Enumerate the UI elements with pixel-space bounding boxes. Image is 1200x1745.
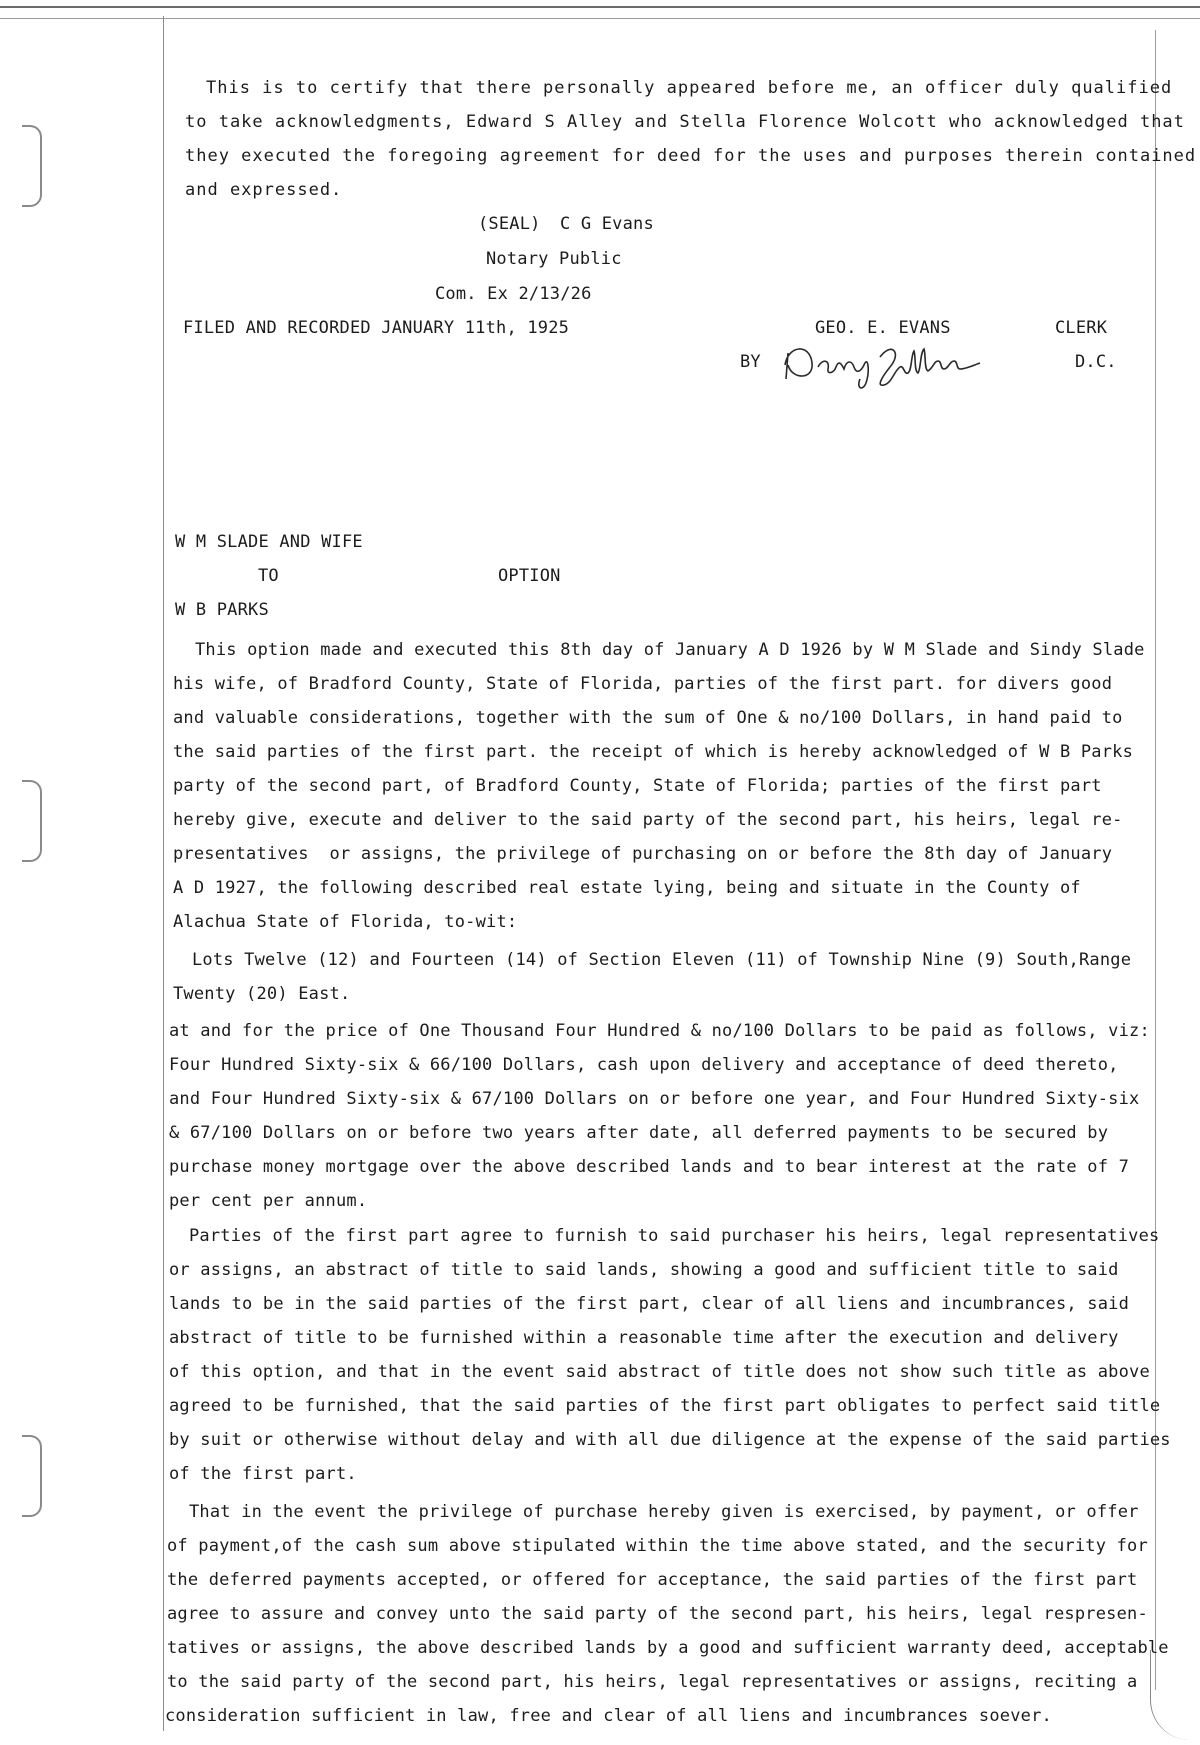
body-line-5: party of the second part, of Bradford County, State of Florida; parties of the first part [173, 776, 1102, 796]
body-line-29: agree to assure and convey unto the said party of the second part, his heirs, legal respresen- [167, 1604, 1148, 1624]
body-line-17: per cent per annum. [169, 1191, 368, 1211]
body-line-11: Twenty (20) East. [173, 984, 351, 1004]
heading-grantee: W B PARKS [175, 600, 269, 620]
body-line-20: lands to be in the said parties of the first part, clear of all liens and incumbrances, said [169, 1294, 1130, 1314]
heading-to: TO [258, 566, 279, 586]
heading-doc-type: OPTION [498, 566, 561, 586]
body-line-4: the said parties of the first part. the receipt of which is hereby acknowledged of W B Parks [173, 742, 1134, 762]
body-line-13: Four Hundred Sixty-six & 66/100 Dollars, cash upon delivery and acceptance of deed thereto, [169, 1055, 1119, 1075]
left-margin-rule [163, 16, 164, 1731]
notary-name: C G Evans [560, 214, 654, 234]
body-line-22: of this option, and that in the event said abstract of title does not show such title as above [169, 1362, 1150, 1382]
deputy-clerk-label: D.C. [1075, 352, 1117, 372]
body-line-32: consideration sufficient in law, free and clear of all liens and incumbrances soever. [165, 1706, 1052, 1726]
body-line-19: or assigns, an abstract of title to said lands, showing a good and sufficient title to said [169, 1260, 1119, 1280]
binder-hole-bottom [22, 1435, 42, 1517]
filed-recorded-date: FILED AND RECORDED JANUARY 11th, 1925 [183, 318, 570, 338]
ack-line-4: and expressed. [185, 180, 343, 200]
body-line-2: his wife, of Bradford County, State of Florida, parties of the first part. for divers good [173, 674, 1113, 694]
ack-line-2: to take acknowledgments, Edward S Alley and Stella Florence Wolcott who acknowledged that [185, 112, 1185, 132]
body-line-9: Alachua State of Florida, to-wit: [173, 912, 518, 932]
body-line-24: by suit or otherwise without delay and with all due diligence at the expense of the said parties [169, 1430, 1171, 1450]
seal-label: (SEAL) [478, 214, 541, 234]
body-line-25: of the first part. [169, 1464, 357, 1484]
body-line-21: abstract of title to be furnished within a reasonable time after the execution and delivery [169, 1328, 1119, 1348]
heading-grantors: W M SLADE AND WIFE [175, 532, 363, 552]
ack-line-3: they executed the foregoing agreement for deed for the uses and purposes therein contained [185, 146, 1197, 166]
body-line-8: A D 1927, the following described real estate lying, being and situate in the County of [173, 878, 1081, 898]
body-line-3: and valuable considerations, together with the sum of One & no/100 Dollars, in hand paid to [173, 708, 1123, 728]
body-line-1: This option made and executed this 8th day of January A D 1926 by W M Slade and Sindy Slade [195, 640, 1145, 660]
body-line-15: & 67/100 Dollars on or before two years after date, all deferred payments to be secured by [169, 1123, 1109, 1143]
deputy-clerk-signature [780, 335, 1040, 390]
by-label: BY [740, 352, 761, 372]
body-line-7: presentatives or assigns, the privilege of purchasing on or before the 8th day of January [173, 844, 1113, 864]
body-line-6: hereby give, execute and deliver to the said party of the second part, his heirs, legal re- [173, 810, 1123, 830]
binder-hole-top [22, 125, 42, 207]
commission-expiry: Com. Ex 2/13/26 [435, 284, 592, 304]
notary-title: Notary Public [486, 249, 622, 269]
body-line-26: That in the event the privilege of purchase hereby given is exercised, by payment, or offer [189, 1502, 1139, 1522]
body-line-30: tatives or assigns, the above described lands by a good and sufficient warranty deed, acceptable [167, 1638, 1169, 1658]
body-line-31: to the said party of the second part, his heirs, legal representatives or assigns, reciting a [167, 1672, 1138, 1692]
body-line-27: of payment,of the cash sum above stipulated within the time above stated, and the security for [167, 1536, 1148, 1556]
body-line-28: the deferred payments accepted, or offered for acceptance, the said parties of the first part [167, 1570, 1138, 1590]
body-line-10: Lots Twelve (12) and Fourteen (14) of Section Eleven (11) of Township Nine (9) South,Range [192, 950, 1132, 970]
body-line-16: purchase money mortgage over the above described lands and to bear interest at the rate of 7 [169, 1157, 1130, 1177]
clerk-name: GEO. E. EVANS [815, 318, 951, 338]
body-line-23: agreed to be furnished, that the said parties of the first part obligates to perfect said title [169, 1396, 1161, 1416]
clerk-title: CLERK [1055, 318, 1108, 338]
binder-hole-middle [22, 780, 42, 862]
top-border-rule [0, 6, 1200, 19]
body-line-12: at and for the price of One Thousand Four Hundred & no/100 Dollars to be paid as follows, viz: [169, 1021, 1150, 1041]
ack-line-1: This is to certify that there personally appeared before me, an officer duly qualified [206, 78, 1173, 98]
page-curl-edge [1150, 1650, 1191, 1740]
body-line-14: and Four Hundred Sixty-six & 67/100 Dollars on or before one year, and Four Hundred Sixty-six [169, 1089, 1140, 1109]
body-line-18: Parties of the first part agree to furnish to said purchaser his heirs, legal representatives [189, 1226, 1160, 1246]
